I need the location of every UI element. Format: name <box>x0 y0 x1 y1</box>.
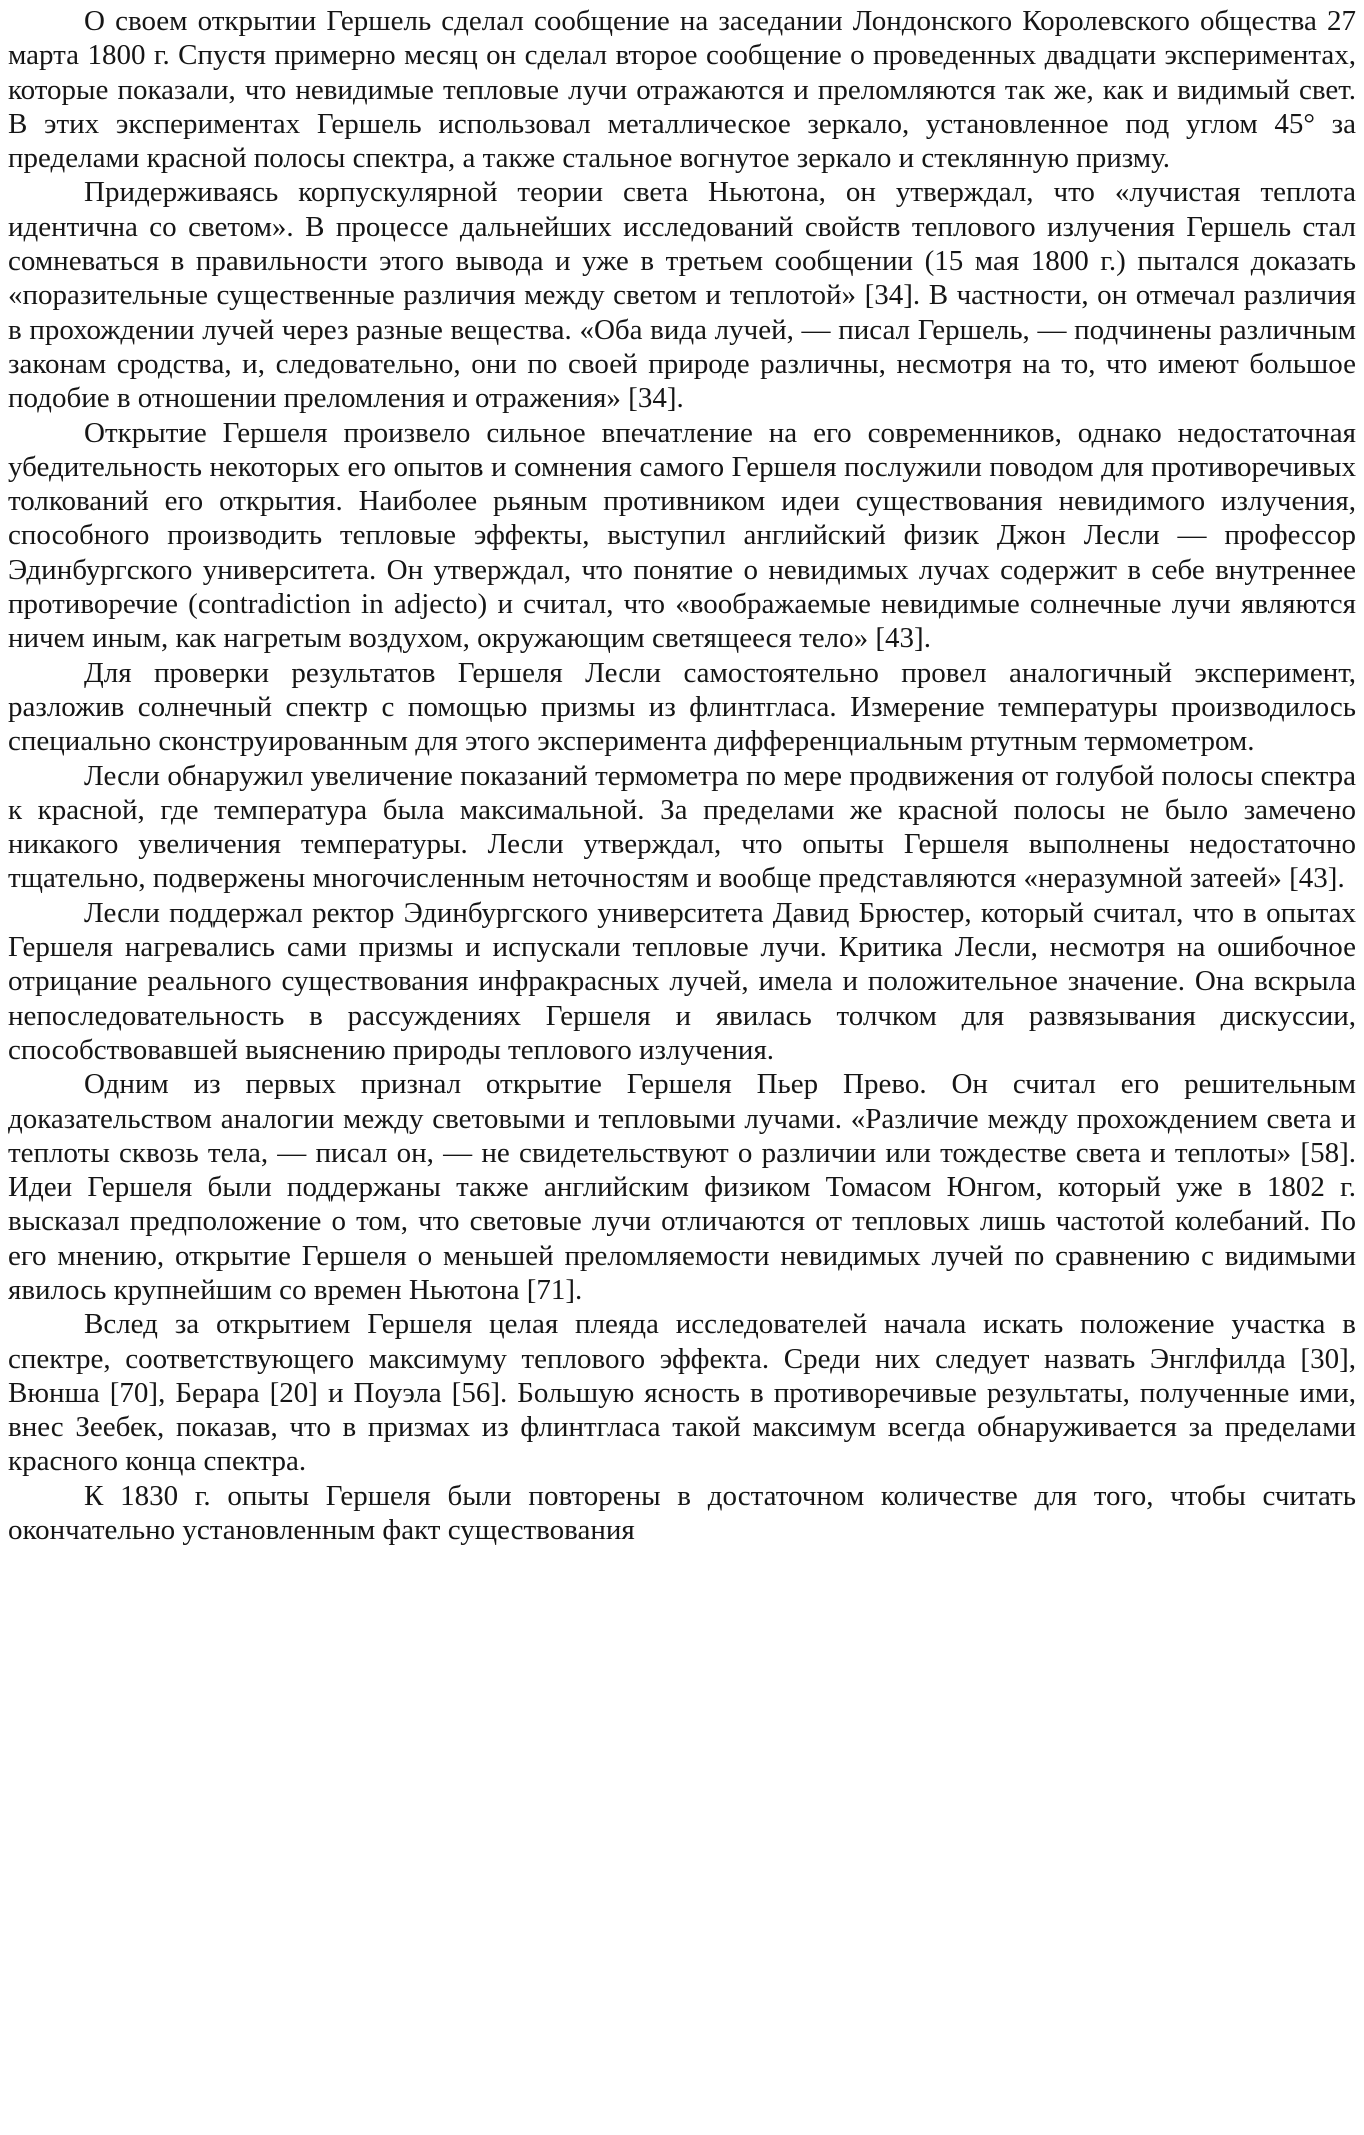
paragraph-3: Открытие Гершеля произвело сильное впечатление на его современников, однако недостаточная убедительность некоторых его опытов и сомнения самого Гершеля послужили поводом для противоречивых толкований его открытия. Наиболее рьяным противником идеи существования невидимого излучения, способного производить тепловые эффекты, выступил английский физик Джон Лесли — профессор Эдинбургского университета. Он утверждал, что понятие о невидимых лучах содержит в себе внутреннее противоречие (contradiction in adjecto) и считал, что «воображаемые невидимые солнечные лучи являются ничем иным, как нагретым воздухом, окружающим светящееся тело» [43]. <box>8 416 1356 655</box>
paragraph-4: Для проверки результатов Гершеля Лесли самостоятельно провел аналогичный эксперимент, разложив солнечный спектр с помощью призмы из флинтгласа. Измерение температуры производилось специально сконструированным для этого эксперимента дифференциальным ртутным термометром. <box>8 656 1356 758</box>
document-page <box>8 4 1356 2130</box>
paragraph-9: К 1830 г. опыты Гершеля были повторены в достаточном количестве для того, чтобы считать окончательно установленным факт существования <box>8 1479 1356 1547</box>
paragraph-1: О своем открытии Гершель сделал сообщение на заседании Лондонского Королевского общества 27 марта 1800 г. Спустя примерно месяц он сделал второе сообщение о проведенных двадцати экспериментах, которые показали, что невидимые тепловые лучи отражаются и преломляются так же, как и видимый свет. В этих экспериментах Гершель использовал металлическое зеркало, установленное под углом 45° за пределами красной полосы спектра, а также стальное вогнутое зеркало и стеклянную призму. <box>8 5 1356 175</box>
paragraph-7: Одним из первых признал открытие Гершеля Пьер Прево. Он считал его решительным доказательством аналогии между световыми и тепловыми лучами. «Различие между прохождением света и теплоты сквозь тела, — писал он, — не свидетельствуют о различии или тождестве света и теплоты» [58]. Идеи Гершеля были поддержаны также английским физиком Томасом Юнгом, который уже в 1802 г. высказал предположение о том, что световые лучи отличаются от тепловых лишь частотой колебаний. По его мнению, открытие Гершеля о меньшей преломляемости невидимых лучей по сравнению с видимыми явилось крупнейшим со времен Ньютона [71]. <box>8 1068 1356 1306</box>
paragraph-2: Придерживаясь корпускулярной теории света Ньютона, он утверждал, что «лучистая теплота идентична со светом». В процессе дальнейших исследований свойств теплового излучения Гершель стал сомневаться в правильности этого вывода и уже в третьем сообщении (15 мая 1800 г.) пытался доказать «поразительные существенные различия между светом и теплотой» [34]. В частности, он отмечал различия в прохождении лучей через разные вещества. «Оба вида лучей, — писал Гершель, — подчинены различным законам сродства, и, следовательно, они по своей природе различны, несмотря на то, что имеют большое подобие в отношении преломления и отражения» [34]. <box>8 176 1356 415</box>
paragraph-8: Вслед за открытием Гершеля целая плеяда исследователей начала искать положение участка в спектре, соответствующего максимуму теплового эффекта. Среди них следует назвать Энглфилда [30], Вюнша [70], Берара [20] и Поуэла [56]. Большую ясность в противоречивые результаты, полученные ими, внес Зеебек, показав, что в призмах из флинтгласа такой максимум всегда обнаруживается за пределами красного конца спектра. <box>8 1308 1356 1478</box>
paragraph-6: Лесли поддержал ректор Эдинбургского университета Давид Брюстер, который считал, что в опытах Гершеля нагревались сами призмы и испускали тепловые лучи. Критика Лесли, несмотря на ошибочное отрицание реального существования инфракрасных лучей, имела и положительное значение. Она вскрыла непоследовательность в рассуждениях Гершеля и явилась толчком для развязывания дискуссии, способствовавшей выяснению природы теплового излучения. <box>8 896 1356 1066</box>
paragraph-5: Лесли обнаружил увеличение показаний термометра по мере продвижения от голубой полосы спектра к красной, где температура была максимальной. За пределами же красной полосы не было замечено никакого увеличения температуры. Лесли утверждал, что опыты Гершеля выполнены недостаточно тщательно, подвержены многочисленным неточностям и вообще представляются «неразумной затеей» [43]. <box>8 759 1356 895</box>
